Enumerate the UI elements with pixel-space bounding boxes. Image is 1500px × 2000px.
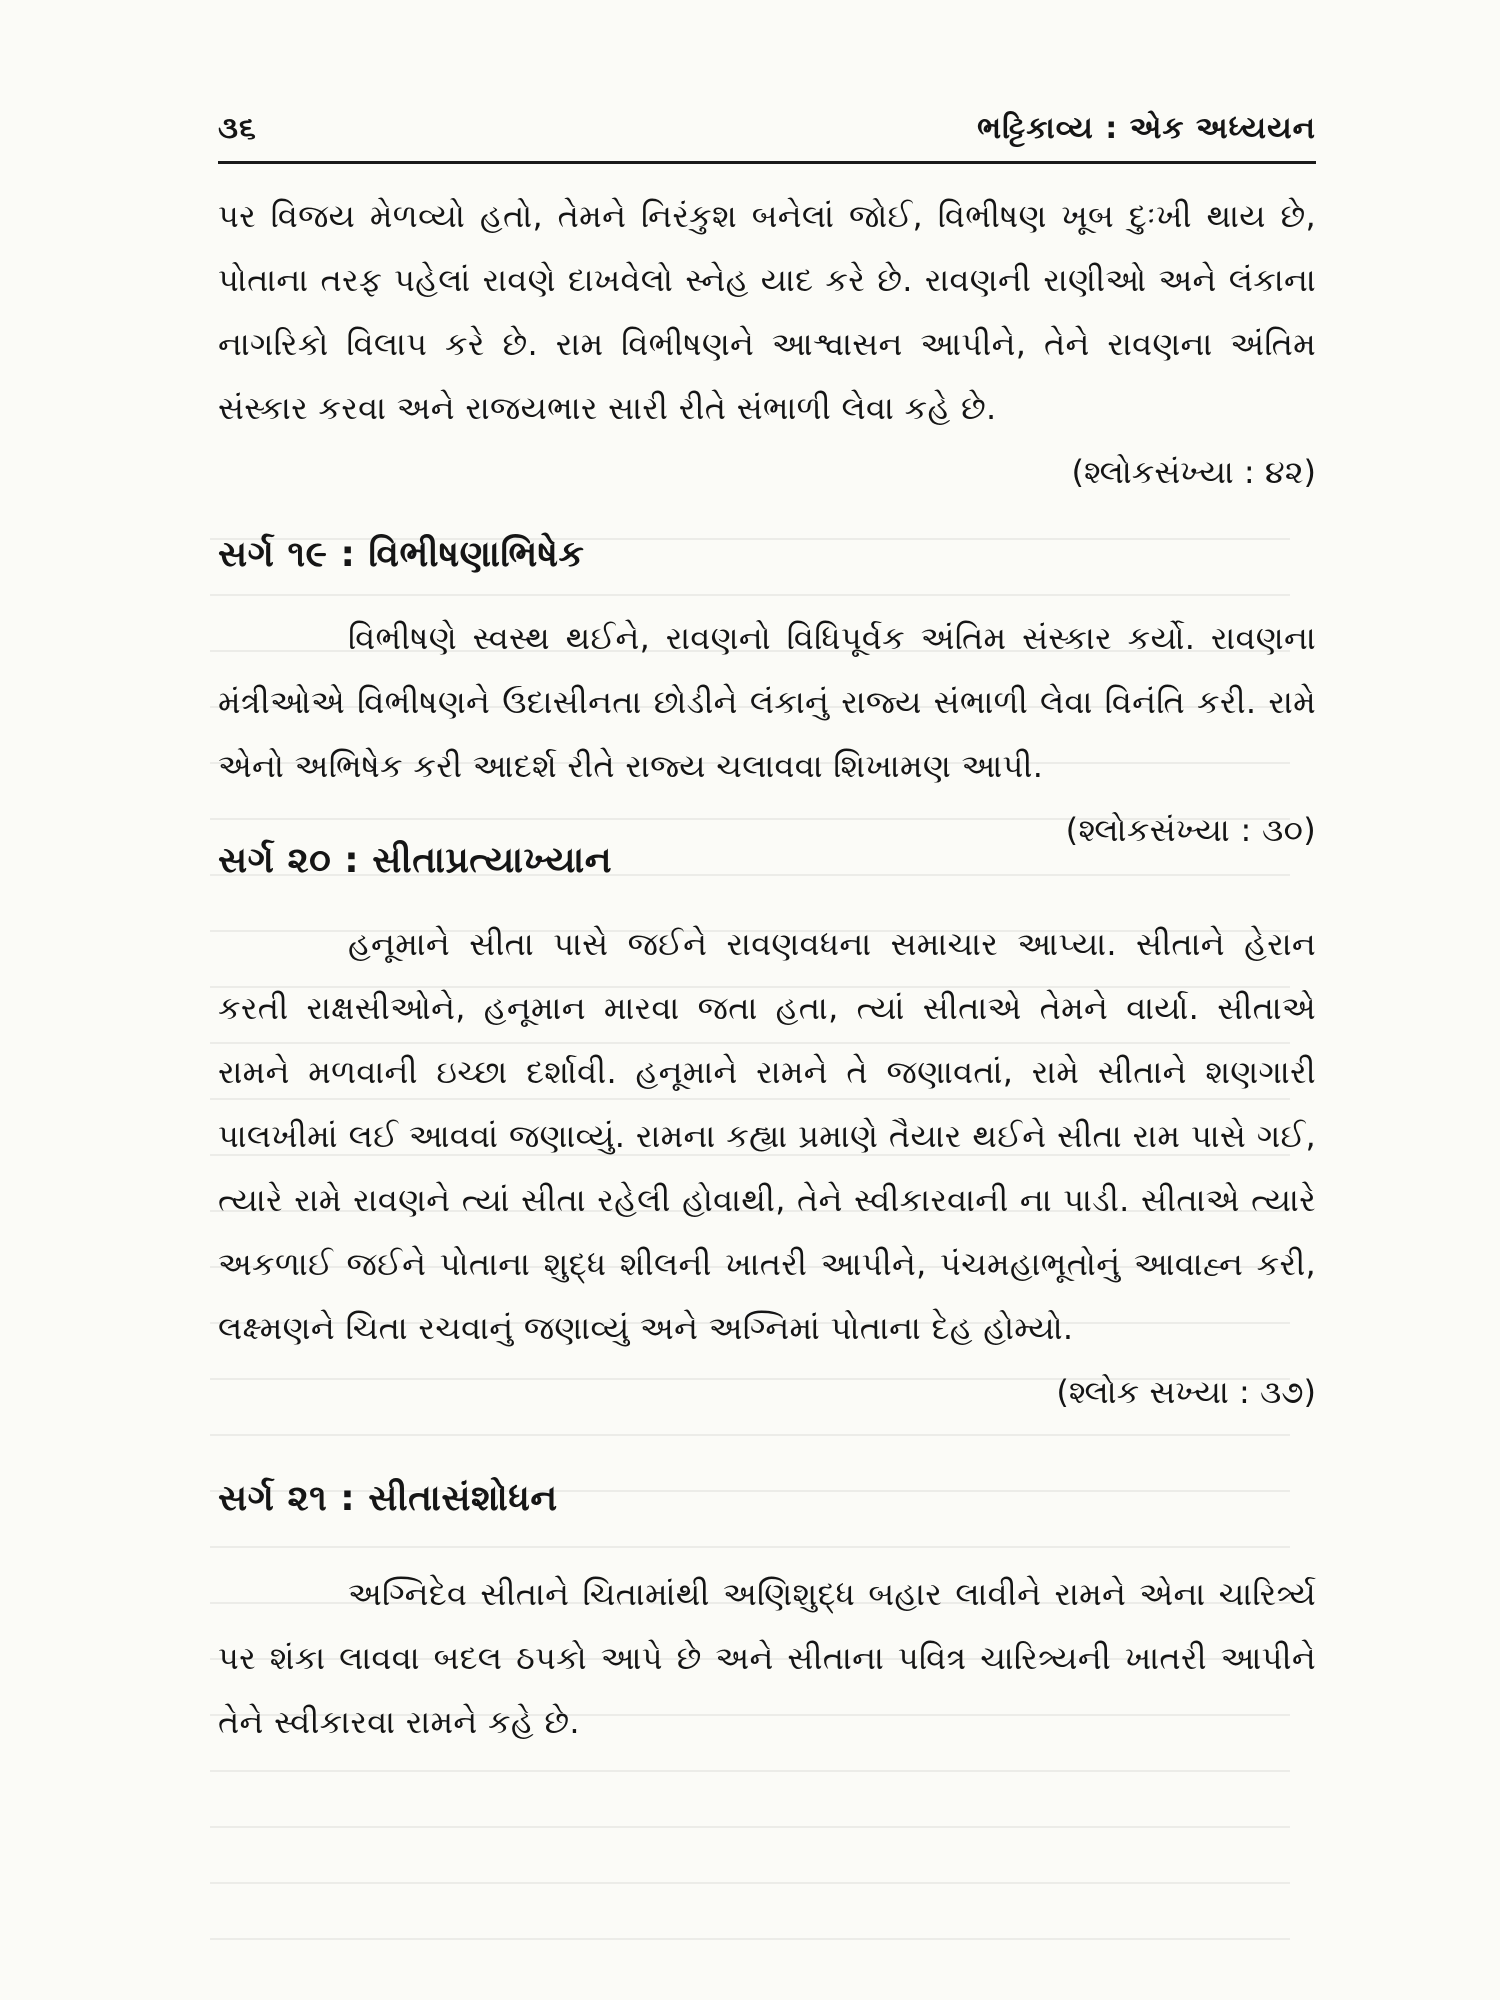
section-19-paragraph <box>218 606 1316 849</box>
intro-paragraph: પર વિજય મેળવ્યો હતો, તેમને નિરંકુશ બનેલાં જોઈ, વિભીષણ ખૂબ દુઃખી થાય છે, પોતાના તરફ પહેલાં રાવણે દાખવેલો સ્નેહ યાદ કરે છે. રાવણની રાણીઓ અને લંકાના નાગરિકો વિલાપ કરે છે. રામ વિભીષણને આશ્વાસન આપીને, તેને રાવણના અંતિમ સંસ્કાર કરવા અને રાજયભાર સારી રીતે સંભાળી લેવા કહે છે. <box>218 197 1316 427</box>
section-heading-19: સર્ગ ૧૯ : વિભીષણાભિષેક <box>218 534 585 575</box>
section-20-verse-count: (શ્લોક સખ્યા : ૩૭) <box>1056 1373 1316 1411</box>
header-rule <box>218 161 1316 164</box>
page-header <box>218 111 1316 163</box>
intro-verse-count: (શ્લોકસંખ્યા : ૪૨) <box>1071 453 1316 491</box>
section-heading-20: સર્ગ ૨૦ : સીતાપ્રત્યાખ્યાન <box>218 840 613 881</box>
section-19-verse-count: (શ્લોકસંખ્યા : ૩૦) <box>1065 811 1316 849</box>
section-20-paragraph: હનૂમાને સીતા પાસે જઈને રાવણવધના સમાચાર આપ્યા. સીતાને હેરાન કરતી રાક્ષસીઓને, હનૂમાન મારવા જતા હતા, ત્યાં સીતાએ તેમને વાર્યા. સીતાએ રામને મળવાની ઇચ્છા દર્શાવી. હનૂમાને રામને તે જણાવતાં, રામે સીતાને શણગારી પાલખીમાં લઈ આવવાં જણાવ્યું. રામના કહ્યા પ્રમાણે તૈયાર થઈને સીતા રામ પાસે ગઈ, ત્યારે રામે રાવણને ત્યાં સીતા રહેલી હોવાથી, તેને સ્વીકારવાની ના પાડી. સીતાએ ત્યારે અકળાઈ જઈને પોતાના શુદ્ધ શીલની ખાતરી આપીને, પંચમહાભૂતોનું આવાહ્ન કરી, લક્ષ્મણને ચિતા રચવાનું જણાવ્યું અને અગ્નિમાં પોતાના દેહ હોમ્યો. <box>218 925 1316 1347</box>
section-19-text: વિભીષણે સ્વસ્થ થઈને, રાવણનો વિધિપૂર્વક અંતિમ સંસ્કાર કર્યો. રાવણના મંત્રીઓએ વિભીષણને ઉદાસીનતા છોડીને લંકાનું રાજ્ય સંભાળી લેવા વિનંતિ કરી. રામે એનો અભિષેક કરી આદર્શ રીતે રાજ્ય ચલાવવા શિખામણ આપી. <box>218 619 1316 785</box>
page-number: ૩૬ <box>218 111 257 146</box>
section-21-paragraph: અગ્નિદેવ સીતાને ચિતામાંથી અણિશુદ્ધ બહાર લાવીને રામને એના ચારિર્ત્ર્ય પર શંકા લાવવા બદલ ઠપકો આપે છે અને સીતાના પવિત્ર ચારિત્ર્યની ખાતરી આપીને તેને સ્વીકારવા રામને કહે છે. <box>218 1575 1316 1741</box>
running-title: ભટ્ટિકાવ્ય : એક અધ્યયન <box>977 111 1316 146</box>
page-content <box>218 184 1316 1754</box>
section-heading-21: સર્ગ ૨૧ : સીતાસંશોધન <box>218 1478 558 1519</box>
